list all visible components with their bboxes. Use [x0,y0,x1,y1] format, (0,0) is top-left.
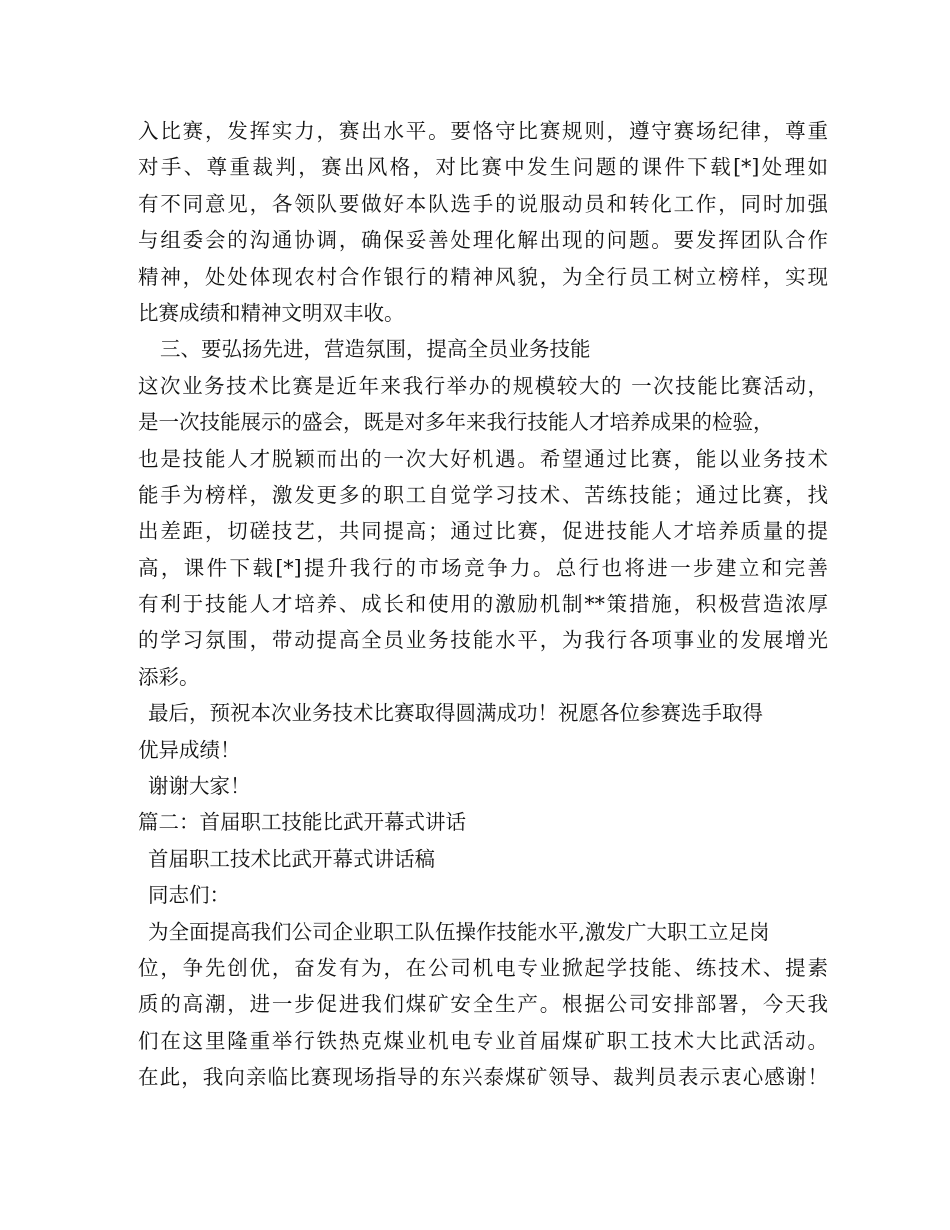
text-line: 谢谢大家！ [148,774,251,799]
text-line: 们在这里隆重举行铁热克煤业机电专业首届煤矿职工技术大比武活动。 [138,1028,828,1053]
text-line: 比赛成绩和精神文明双丰收。 [138,300,405,325]
text-line: 质的高潮，进一步促进我们煤矿安全生产。根据公司安排部署，今天我 [138,992,828,1017]
text-line: 添彩。 [138,664,200,689]
text-line: 对手、尊重裁判，赛出风格，对比赛中发生问题的课件下载[*]处理如 [138,155,828,180]
document-body [138,113,828,1096]
text-line: 这次业务技术比赛是近年来我行举办的规模较大的 一次技能比赛活动， [138,373,828,398]
text-line: 与组委会的沟通协调，确保妥善处理化解出现的问题。要发挥团队合作 [138,228,828,253]
text-line: 有不同意见，各领队要做好本队选手的说服动员和转化工作，同时加强 [138,191,828,216]
text-line: 高，课件下载[*]提升我行的市场竞争力。总行也将进一步建立和完善 [138,555,828,580]
text-line: 优异成绩！ [138,737,241,762]
text-line: 在此，我向亲临比赛现场指导的东兴泰煤矿领导、裁判员表示衷心感谢！ [138,1065,828,1090]
text-line: 精神，处处体现农村合作银行的精神风貌，为全行员工树立榜样，实现 [138,264,828,289]
text-line: 有利于技能人才培养、成长和使用的激励机制**策措施，积极营造浓厚 [138,592,828,617]
text-line: 的学习氛围，带动提高全员业务技能水平，为我行各项事业的发展增光 [138,628,828,653]
text-line: 三、要弘扬先进，营造氛围，提高全员业务技能 [160,337,591,362]
text-line: 入比赛，发挥实力，赛出水平。要恪守比赛规则，遵守赛场纪律，尊重 [138,119,828,143]
text-line: 能手为榜样，激发更多的职工自觉学习技术、苦练技能；通过比赛，找 [138,482,828,507]
text-line: 同志们： [148,883,230,908]
text-line: 篇二：首届职工技能比武开幕式讲话 [138,810,466,835]
text-line: 最后，预祝本次业务技术比赛取得圆满成功！祝愿各位参赛选手取得 [148,701,763,726]
text-line: 位，争先创优，奋发有为，在公司机电专业掀起学技能、练技术、提素 [138,955,828,980]
text-line: 首届职工技术比武开幕式讲话稿 [148,846,435,871]
text-line: 是一次技能展示的盛会，既是对多年来我行技能人才培养成果的检验， [138,410,774,435]
text-line: 也是技能人才脱颖而出的一次大好机遇。希望通过比赛，能以业务技术 [138,446,828,471]
text-line: 出差距，切磋技艺，共同提高；通过比赛，促进技能人才培养质量的提 [138,519,828,544]
text-line: 为全面提高我们公司企业职工队伍操作技能水平,激发广大职工立足岗 [148,919,770,944]
